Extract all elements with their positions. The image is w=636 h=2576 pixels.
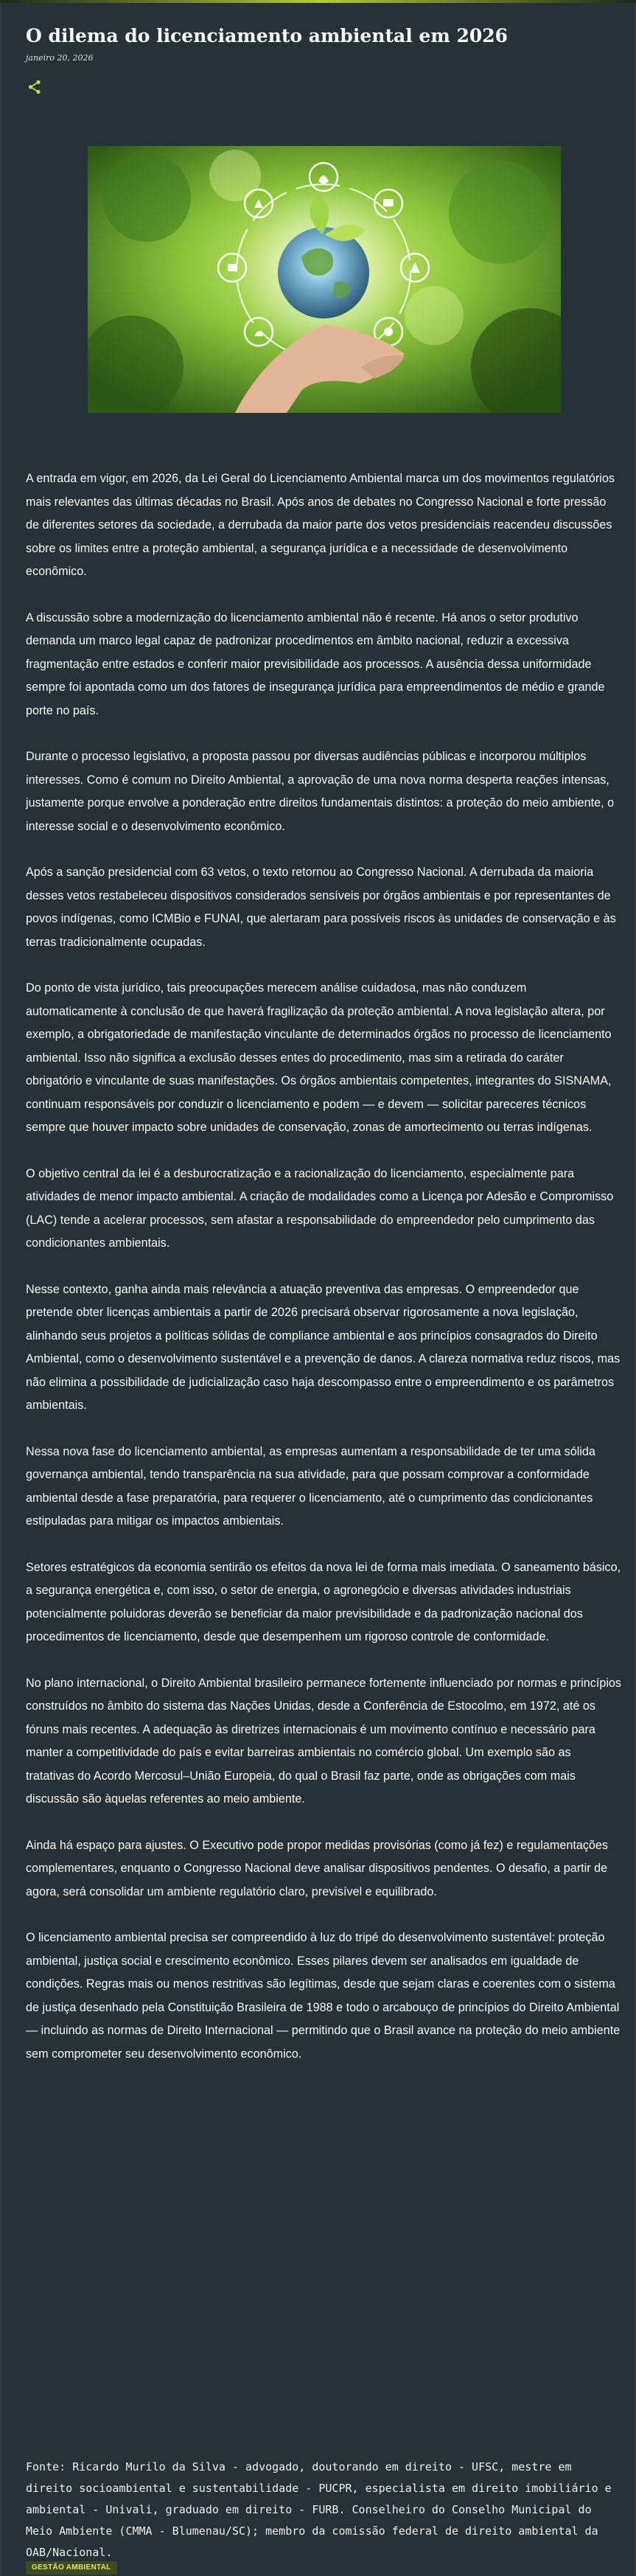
share-button[interactable] <box>26 78 43 96</box>
paragraph: Durante o processo legislativo, a proposta passou por diversas audiências públicas e incorporou múltiplos interesses. Como é comum no Direito Ambiental, a aprovação de uma nova norma desperta reações intensas, justamente porque envolve a ponderação entre direitos fundamentais distintos: a proteção do meio ambiente, o interesse social e o desenvolvimento econômico. <box>26 750 615 833</box>
paragraph: Nessa nova fase do licenciamento ambiental, as empresas aumentam a responsabilidade de ter uma sólida governança ambiental, tendo transparência na sua atividade, para que possam comprovar a conformidade ambiental desde a fase preparatória, para requerer o licenciamento, até o cumprimento das condicionantes estipuladas para mitigar os impactos ambientais. <box>26 1444 595 1528</box>
paragraph: A entrada em vigor, em 2026, da Lei Geral do Licenciamento Ambiental marca um dos movimentos regulatórios mais relevantes das últimas décadas no Brasil. Após anos de debates no Congresso Nacional e forte pressão de diferentes setores da sociedade, a derrubada da maior parte dos vetos presidenciais reacendeu discussões sobre os limites entre a proteção ambiental, a segurança jurídica e a necessidade de desenvolvimento econômico. <box>26 472 615 578</box>
paragraph: Ainda há espaço para ajustes. O Executivo pode propor medidas provisórias (como já fez) e regulamentações complementares, enquanto o Congresso Nacional deve analisar dispositivos pendentes. O desafio, a partir de agora, será consolidar um ambiente regulatório claro, previsível e equilibrado. <box>26 1838 609 1898</box>
post-label-gestao-ambiental[interactable]: GESTÃO AMBIENTAL <box>26 2561 117 2575</box>
post-date: janeiro 20, 2026 <box>26 53 94 63</box>
paragraph: A discussão sobre a modernização do licenciamento ambiental não é recente. Há anos o setor produtivo demanda um marco legal capaz de padronizar procedimentos em âmbito nacional, reduzir a excessiva fragmentação entre estados e conferir maior previsibilidade aos processos. A ausência dessa uniformidade sempre foi apontada como um dos fatores de insegurança jurídica para empreendimentos de médio e grande porte no país. <box>26 610 605 717</box>
hero-illustration <box>88 146 561 413</box>
post-title[interactable]: O dilema do licenciamento ambiental em 2026 <box>26 25 509 46</box>
hero-image[interactable] <box>88 146 561 413</box>
paragraph: No plano internacional, o Direito Ambiental brasileiro permanece fortemente influenciado por normas e princípios construídos no âmbito do sistema das Nações Unidas, desde a Conferência de Estocolmo, em 1972, até os fóruns mais recentes. A adequação às diretrizes internacionais é um movimento contínuo e necessário para manter a competitividade do país e evitar barreiras ambientais no comércio global. Um exemplo são as tratativas do Acordo Mercosul–União Europeia, do qual o Brasil faz parte, onde as obrigações com mais discussão são àquelas referentes ao meio ambiente. <box>26 1676 622 1806</box>
paragraph: Após a sanção presidencial com 63 vetos, o texto retornou ao Congresso Nacional. A derrubada da maioria desses vetos restabeleceu dispositivos considerados sensíveis por órgãos ambientais e por representantes de povos indígenas, como ICMBio e FUNAI, que alertaram para possíveis riscos às unidades de conservação e às terras tradicionalmente ocupadas. <box>26 866 616 949</box>
paragraph: O licenciamento ambiental precisa ser compreendido à luz do tripé do desenvolvimento sustentável: proteção ambiental, justiça social e crescimento econômico. Esses pilares devem ser analisados em igualdade de condições. Regras mais ou menos restritivas são legítimas, desde que sejam claras e coerentes com o sistema de justiça desenhado pela Constituição Brasileira de 1988 e todo o arcabouço de princípios do Direito Ambiental — incluindo as normas de Direito Internacional — permitindo que o Brasil avance na proteção do meio ambiente sem comprometer seu desenvolvimento econômico. <box>26 1931 621 2061</box>
post-body <box>26 467 621 2089</box>
paragraph: Setores estratégicos da economia sentirão os efeitos da nova lei de forma mais imediata. O saneamento básico, a segurança energética e, com isso, o setor de energia, o agronegócio e diversas atividades industriais potencialmente poluidoras deverão se beneficiar da maior previsibilidade e da padronização nacional dos procedimentos de licenciamento, desde que desempenhem um rigoroso controle de conformidade. <box>26 1560 621 1643</box>
share-icon <box>26 78 43 96</box>
paragraph: Do ponto de vista jurídico, tais preocupações merecem análise cuidadosa, mas não conduzem automaticamente à conclusão de que haverá fragilização da proteção ambiental. A nova legislação altera, por exemplo, a obrigatoriedade de manifestação vinculante de determinados órgãos no processo de licenciamento ambiental. Isso não significa a exclusão desses entes do procedimento, mas sim a retirada do caráter obrigatório e vinculante de suas manifestações. Os órgãos ambientais competentes, integrantes do SISNAMA, continuam responsáveis por conduzir o licenciamento e podem — e devem — solicitar pareceres técnicos sempre que houver impacto sobre unidades de conservação, zonas de amortecimento ou terras indígenas. <box>26 981 612 1134</box>
source-credit: Fonte: Ricardo Murilo da Silva - advogado, doutorando em direito - UFSC, mestre em direito socioambiental e sustentabilidade - PUCPR, especialista em direito imobiliário e ambiental - Univali, graduado em direito - FURB. Conselheiro do Conselho Municipal do Meio Ambiente (CMMA - Blumenau/SC); membro da comissão federal de direito ambiental da OAB/Nacional. <box>26 2460 612 2559</box>
paragraph: O objetivo central da lei é a desburocratização e a racionalização do licenciamento, especialmente para atividades de menor impacto ambiental. A criação de modalidades como a Licença por Adesão e Compromisso (LAC) tende a acelerar processos, sem afastar a responsabilidade do empreendedor pelo cumprimento das condicionantes ambientais. <box>26 1166 614 1250</box>
paragraph: Nesse contexto, ganha ainda mais relevância a atuação preventiva das empresas. O empreendedor que pretende obter licenças ambientais a partir de 2026 precisará observar rigorosamente a nova legislação, alinhando seus projetos a políticas sólidas de compliance ambiental e aos princípios consagrados do Direito Ambiental, como o desenvolvimento sustentável e a prevenção de danos. A clareza normativa reduz riscos, mas não elimina a possibilidade de judicialização caso haja descompasso entre o empreendimento e os parâmetros ambientais. <box>26 1282 621 1412</box>
blog-post <box>0 3 636 2576</box>
